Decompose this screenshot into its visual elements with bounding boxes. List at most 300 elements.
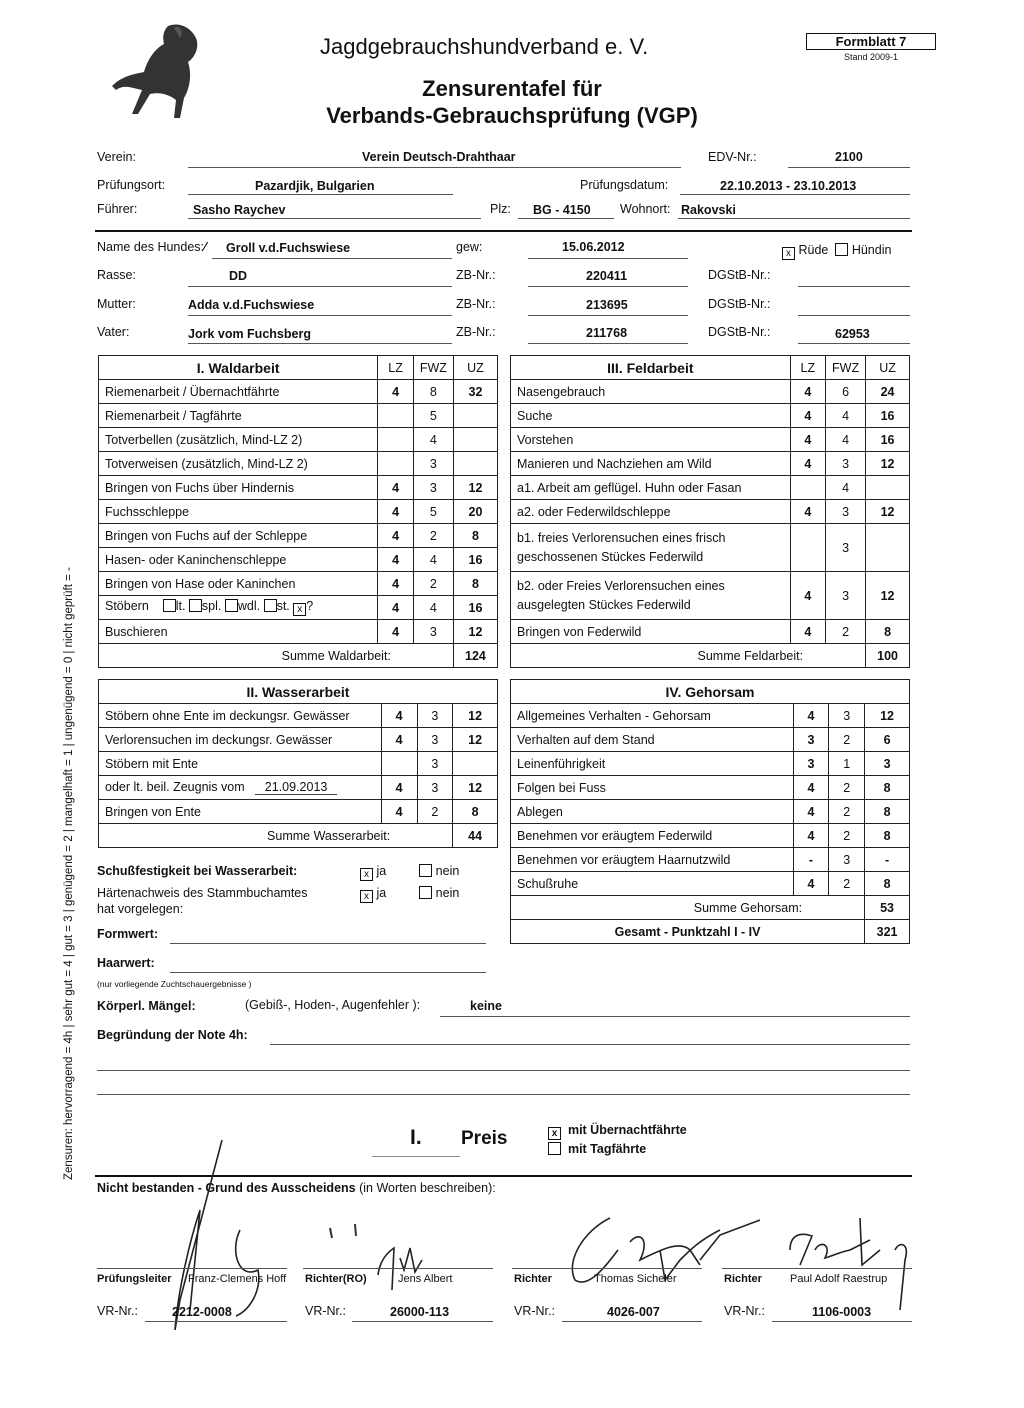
stoebern-opt: ? [306,599,314,613]
row-label: Verlorensuchen im deckungsr. Gewässer [99,728,382,752]
uz-cell: 12 [866,572,910,620]
hund-name-mark: ⁄ [204,240,207,254]
table-row [511,380,910,404]
row-label: Folgen bei Fuss [511,776,794,800]
stoebern-opt: lt. [175,599,186,613]
pruefungsdatum-value: 22.10.2013 - 23.10.2013 [720,179,857,193]
table-row [99,776,498,800]
stoebern-st-checkbox[interactable] [264,599,277,612]
table-row [511,620,910,644]
lz-cell: 4 [378,548,414,572]
fwz-cell: 4 [413,548,453,572]
lz-cell: 4 [378,476,414,500]
row-label: Benehmen vor eräugtem Haarnutzwild [511,848,794,872]
stoebern-spl-checkbox[interactable] [189,599,202,612]
gew-value: 15.06.2012 [562,240,625,254]
haerte-nein-checkbox[interactable] [419,886,432,899]
row-label: Stöbern [105,599,149,613]
uz-cell: 12 [453,620,497,644]
table-row [99,728,498,752]
col-lz: LZ [378,356,414,380]
table-row [99,704,498,728]
sum-row [99,644,498,668]
fwz-cell: 3 [413,452,453,476]
row-label: a2. oder Federwildschleppe [511,500,791,524]
table-row [511,872,910,896]
fwz-cell: 2 [413,524,453,548]
mutter-label: Mutter: [97,297,136,311]
huendin-checkbox[interactable] [835,243,848,256]
total-points: 321 [865,920,910,944]
fwz-cell: 3 [417,752,453,776]
fwz-cell: 2 [829,872,865,896]
formwert-label: Formwert: [97,927,159,941]
table-row [511,824,910,848]
lz-cell [790,524,825,572]
uz-cell: 20 [453,500,497,524]
verein-label: Verein: [97,150,136,164]
pruefungsleiter-name: Franz-Clemens Hoff [188,1273,287,1285]
uz-cell [453,452,497,476]
plz-value: BG - 4150 [533,203,591,217]
sum-label: Summe Wasserarbeit: [99,824,453,848]
stoebern-opt: wdl. [237,599,261,613]
schussfestigkeit-label: Schußfestigkeit bei Wasserarbeit: [97,864,298,878]
doc-title-2: Verbands-Gebrauchsprüfung (VGP) [326,103,698,128]
sum-row [511,644,910,668]
row-label: Leinenführigkeit [511,752,794,776]
table-row [99,524,498,548]
row-label-line1: b1. freies Verlorensuchen eines frisch [517,530,726,545]
lz-cell [790,476,825,500]
mutter-value: Adda v.d.Fuchswiese [188,298,315,312]
fwz-cell: 2 [417,800,453,824]
uz-cell: 16 [866,404,910,428]
wohnort-value: Rakovski [681,203,736,217]
zuchtschau-note: (nur vorliegende Zuchtschauergebnisse ) [97,979,252,989]
table-row [511,428,910,452]
vater-label: Vater: [97,325,130,339]
table-row [511,404,910,428]
pruefungsleiter-label: Prüfungsleiter [97,1273,172,1285]
row-label: Totverweisen (zusätzlich, Mind-LZ 2) [99,452,378,476]
lz-cell: 4 [381,776,417,800]
col-uz: UZ [453,356,497,380]
haarwert-label: Haarwert: [97,956,155,970]
haerte-label-2: hat vorgelegen: [97,902,184,916]
row-label: Stöbern mit Ente [99,752,382,776]
fwz-cell: 4 [826,428,866,452]
richter-3-name: Paul Adolf Raestrup [790,1273,888,1285]
schuss-options [360,864,459,881]
waldarbeit-table [98,355,498,668]
table-row [511,476,910,500]
row-label: Vorstehen [511,428,791,452]
richter-3-label: Richter [724,1273,762,1285]
lz-cell: 4 [381,800,417,824]
row-label: Manieren und Nachziehen am Wild [511,452,791,476]
lz-cell [378,428,414,452]
fwz-cell: 3 [826,452,866,476]
ja-label: ja [376,864,387,878]
lz-cell: 4 [378,524,414,548]
lz-cell: 4 [378,380,414,404]
verein-value: Verein Deutsch-Drahthaar [362,150,516,164]
row-label-line2: geschossenen Stückes Federwild [517,549,704,564]
pruefungsort-value: Pazardjik, Bulgarien [255,179,375,193]
table-row [511,452,910,476]
wasserarbeit-title: II. Wasserarbeit [99,680,498,704]
lz-cell: 4 [381,728,417,752]
nein-label: nein [435,864,460,878]
fwz-cell: 2 [829,824,865,848]
row-label: Riemenarbeit / Übernachtfährte [99,380,378,404]
rasse-value: DD [229,269,248,283]
row-label-line1: b2. oder Freies Verlorensuchen eines [517,578,725,593]
signatures [0,1140,1024,1370]
vater-value: Jork vom Fuchsberg [188,327,311,341]
lz-cell: 4 [793,824,829,848]
sum-label: Summe Feldarbeit: [511,644,866,668]
preis-label: Preis [461,1128,508,1149]
lz-cell [378,452,414,476]
lz-cell: 4 [378,596,414,620]
hund-name-label-text: Name des Hundes: [97,240,205,254]
fwz-cell: 2 [829,728,865,752]
schuss-ja-checkbox[interactable]: x [360,868,373,881]
begruendung-label: Begründung der Note 4h: [97,1028,248,1042]
lz-cell: 4 [378,572,414,596]
org-name: Jagdgebrauchshundverband e. V. [320,34,649,59]
stoebern-cell [99,596,378,620]
rasse-label: Rasse: [97,268,136,282]
ruede-checkbox[interactable]: x [782,247,795,260]
geschlecht [782,243,891,260]
dgstb-label-mutter: DGStB-Nr.: [708,297,771,311]
form-number: Formblatt 7 [835,34,907,49]
feldarbeit-title: III. Feldarbeit [511,356,791,380]
stoebern-opt: spl. [201,599,222,613]
fwz-cell: 2 [829,800,865,824]
uz-cell: 8 [865,800,910,824]
sum-label: Summe Waldarbeit: [99,644,454,668]
fwz-cell: 5 [413,404,453,428]
uz-cell: 12 [865,704,910,728]
row-label [511,572,791,620]
row-label: Bringen von Federwild [511,620,791,644]
zb-label-vater: ZB-Nr.: [456,325,496,339]
sum-row [511,896,910,920]
gew-label: gew: [456,240,483,254]
uz-cell [453,404,497,428]
uebernacht-label: mit Übernachtfährte [567,1123,687,1137]
row-label: Benehmen vor eräugtem Federwild [511,824,794,848]
uz-cell [453,428,497,452]
fwz-cell: 4 [826,476,866,500]
row-label: Fuchsschleppe [99,500,378,524]
wasserarbeit-table [98,679,498,848]
lz-cell: 4 [790,404,825,428]
row-label: Buschieren [99,620,378,644]
gehorsam-sum: 53 [865,896,910,920]
uz-cell [453,752,498,776]
ja-label: ja [376,886,387,900]
table-row [511,500,910,524]
zensuren-legend: Zensuren: hervorragend = 4h | sehr gut = 4 | gut = 3 | genügend = 2 | mangelhaft = 1 | ungenügend = 0 | nicht geprüft = - [63,567,75,1180]
richter-ro-name: Jens Albert [398,1273,453,1285]
gehorsam-table [510,679,910,944]
fwz-cell: 5 [413,500,453,524]
ruede-label: Rüde [798,243,829,257]
lz-cell: 4 [381,704,417,728]
koerper-value: keine [470,999,502,1013]
hund-name-value: Groll v.d.Fuchswiese [226,241,351,255]
vr-label-2: VR-Nr.: [305,1304,346,1318]
vr-1: 2212-0008 [172,1305,232,1319]
fuehrer-value: Sasho Raychev [193,203,286,217]
waldarbeit-title: I. Waldarbeit [99,356,378,380]
uz-cell: 8 [865,872,910,896]
lz-cell: 4 [790,452,825,476]
waldarbeit-sum: 124 [453,644,497,668]
fwz-cell: 2 [829,776,865,800]
zb-vater: 211768 [586,326,628,340]
table-row [99,452,498,476]
uz-cell: 12 [866,500,910,524]
vr-4: 1106-0003 [812,1305,872,1319]
table-row [511,752,910,776]
col-fwz: FWZ [413,356,453,380]
wasserarbeit-sum: 44 [453,824,498,848]
dgstb-label-vater: DGStB-Nr.: [708,325,771,339]
feldarbeit-table [510,355,910,668]
vr-label-1: VR-Nr.: [97,1304,138,1318]
table-row [511,572,910,620]
richter-2-label: Richter [514,1273,552,1285]
richter-ro-label: Richter(RO) [305,1273,367,1285]
haerte-label-1: Härtenachweis des Stammbuchamtes [97,886,308,900]
nicht-bestanden-hint: (in Worten beschreiben): [359,1181,496,1195]
zb-label-mutter: ZB-Nr.: [456,297,496,311]
table-row [99,548,498,572]
fwz-cell: 3 [829,704,865,728]
row-label: Verhalten auf dem Stand [511,728,794,752]
sum-row [99,824,498,848]
fwz-cell: 1 [829,752,865,776]
table-row [99,380,498,404]
row-label [511,524,791,572]
uz-cell: 16 [453,548,497,572]
gehorsam-title: IV. Gehorsam [511,680,910,704]
row-label [99,776,382,800]
table-row [511,704,910,728]
vr-label-3: VR-Nr.: [514,1304,555,1318]
pruefungsort-label: Prüfungsort: [97,178,166,192]
row-label: Hasen- oder Kaninchenschleppe [99,548,378,572]
row-label: a1. Arbeit am geflügel. Huhn oder Fasan [511,476,791,500]
row-label: Riemenarbeit / Tagfährte [99,404,378,428]
fwz-cell: 3 [417,704,453,728]
uz-cell: 8 [866,620,910,644]
row-label: Bringen von Fuchs über Hindernis [99,476,378,500]
table-row [511,728,910,752]
schuss-nein-checkbox[interactable] [419,864,432,877]
plz-label: Plz: [490,202,511,216]
table-row [99,752,498,776]
lz-cell: 4 [790,428,825,452]
uz-cell: 8 [453,572,497,596]
table-row [511,524,910,572]
table-row [511,776,910,800]
uz-cell: 8 [453,524,497,548]
lz-cell: 3 [793,728,829,752]
zb-rasse: 220411 [586,269,628,283]
fwz-cell: 3 [413,620,453,644]
wohnort-label: Wohnort: [620,202,671,216]
col-fwz: FWZ [826,356,866,380]
table-row [99,620,498,644]
vr-3: 4026-007 [607,1305,660,1319]
nein-label: nein [435,886,460,900]
lz-cell: - [793,848,829,872]
hund-name-label [97,240,206,254]
fwz-cell: 3 [413,476,453,500]
row-label: Bringen von Ente [99,800,382,824]
row-label: Allgemeines Verhalten - Gehorsam [511,704,794,728]
fwz-cell: 8 [413,380,453,404]
uz-cell: 12 [453,728,498,752]
preis-rank: I. [410,1126,422,1149]
col-uz: UZ [866,356,910,380]
uz-cell: - [865,848,910,872]
uz-cell: 12 [453,476,497,500]
edv-value: 2100 [835,150,863,164]
lz-cell: 3 [793,752,829,776]
haerte-options [360,886,459,903]
stoebern-wdl-checkbox[interactable] [225,599,238,612]
table-row [511,800,910,824]
stoebern-lt-checkbox[interactable] [163,599,176,612]
row-label: Bringen von Fuchs auf der Schleppe [99,524,378,548]
uz-cell: 16 [866,428,910,452]
lz-cell [378,404,414,428]
uz-cell: 8 [865,776,910,800]
fwz-cell: 3 [826,572,866,620]
fuehrer-label: Führer: [97,202,138,216]
vr-2: 26000-113 [390,1305,450,1319]
huendin-label: Hündin [851,243,892,257]
fwz-cell: 4 [413,596,453,620]
koerper-hint: (Gebiß-, Hoden-, Augenfehler ): [245,998,421,1012]
lz-cell: 4 [790,620,825,644]
fwz-cell: 3 [829,848,865,872]
uebernacht-checkbox[interactable]: x [548,1127,561,1140]
row-label: Ablegen [511,800,794,824]
uz-cell: 12 [866,452,910,476]
lz-cell: 4 [378,620,414,644]
dgstb-vater: 62953 [835,327,870,341]
uz-cell: 32 [453,380,497,404]
fwz-cell: 6 [826,380,866,404]
haerte-ja-checkbox[interactable]: x [360,890,373,903]
uz-cell: 24 [866,380,910,404]
nicht-bestanden-label: Nicht bestanden - Grund des Ausscheidens [97,1181,356,1195]
fwz-cell: 4 [413,428,453,452]
lz-cell: 4 [790,500,825,524]
table-row [99,428,498,452]
total-row [511,920,910,944]
lz-cell: 4 [793,704,829,728]
uz-cell [866,524,910,572]
table-row [99,476,498,500]
lz-cell: 4 [793,776,829,800]
lz-cell: 4 [790,572,825,620]
fwz-cell: 4 [826,404,866,428]
edv-label: EDV-Nr.: [708,150,757,164]
lz-cell [381,752,417,776]
form-number-box [806,33,936,50]
dgstb-label-rasse: DGStB-Nr.: [708,268,771,282]
uz-cell: 16 [453,596,497,620]
table-row [99,404,498,428]
pruefungsdatum-label: Prüfungsdatum: [580,178,669,192]
row-label: Suche [511,404,791,428]
table-row [99,596,498,620]
zeugnis-label: oder lt. beil. Zeugnis vom [105,780,245,794]
uz-cell: 8 [865,824,910,848]
doc-title-1: Zensurentafel für [422,76,602,101]
row-label: Stöbern ohne Ente im deckungsr. Gewässer [99,704,382,728]
uz-cell: 12 [453,776,498,800]
lz-cell: 4 [790,380,825,404]
table-row [511,848,910,872]
zeugnis-date: 21.09.2013 [255,780,337,795]
stoebern-unknown-checkbox[interactable]: x [293,603,306,616]
uz-cell: 12 [453,704,498,728]
fwz-cell: 2 [826,620,866,644]
row-label: Nasengebrauch [511,380,791,404]
lz-cell: 4 [378,500,414,524]
row-label-line2: ausgelegten Stückes Federwild [517,597,691,612]
tagfaehrte-label: mit Tagfährte [567,1142,647,1156]
row-label: Schußruhe [511,872,794,896]
fwz-cell: 3 [417,728,453,752]
richter-2-name: Thomas Sicheler [594,1273,677,1285]
fwz-cell: 3 [826,524,866,572]
table-row [99,800,498,824]
uz-cell [866,476,910,500]
row-label: Bringen von Hase oder Kaninchen [99,572,378,596]
feldarbeit-sum: 100 [866,644,910,668]
sum-label: Summe Gehorsam: [511,896,865,920]
lz-cell: 4 [793,800,829,824]
uz-cell: 3 [865,752,910,776]
total-label: Gesamt - Punktzahl I - IV [511,920,865,944]
col-lz: LZ [790,356,825,380]
table-row [99,500,498,524]
stoebern-opt: st. [276,599,290,613]
fwz-cell: 3 [417,776,453,800]
table-row [99,572,498,596]
vr-label-4: VR-Nr.: [724,1304,765,1318]
fwz-cell: 3 [826,500,866,524]
zb-mutter: 213695 [586,298,628,312]
zb-label-rasse: ZB-Nr.: [456,268,496,282]
row-label: Totverbellen (zusätzlich, Mind-LZ 2) [99,428,378,452]
lz-cell: 4 [793,872,829,896]
form-stand: Stand 2009-1 [843,52,899,62]
uz-cell: 8 [453,800,498,824]
